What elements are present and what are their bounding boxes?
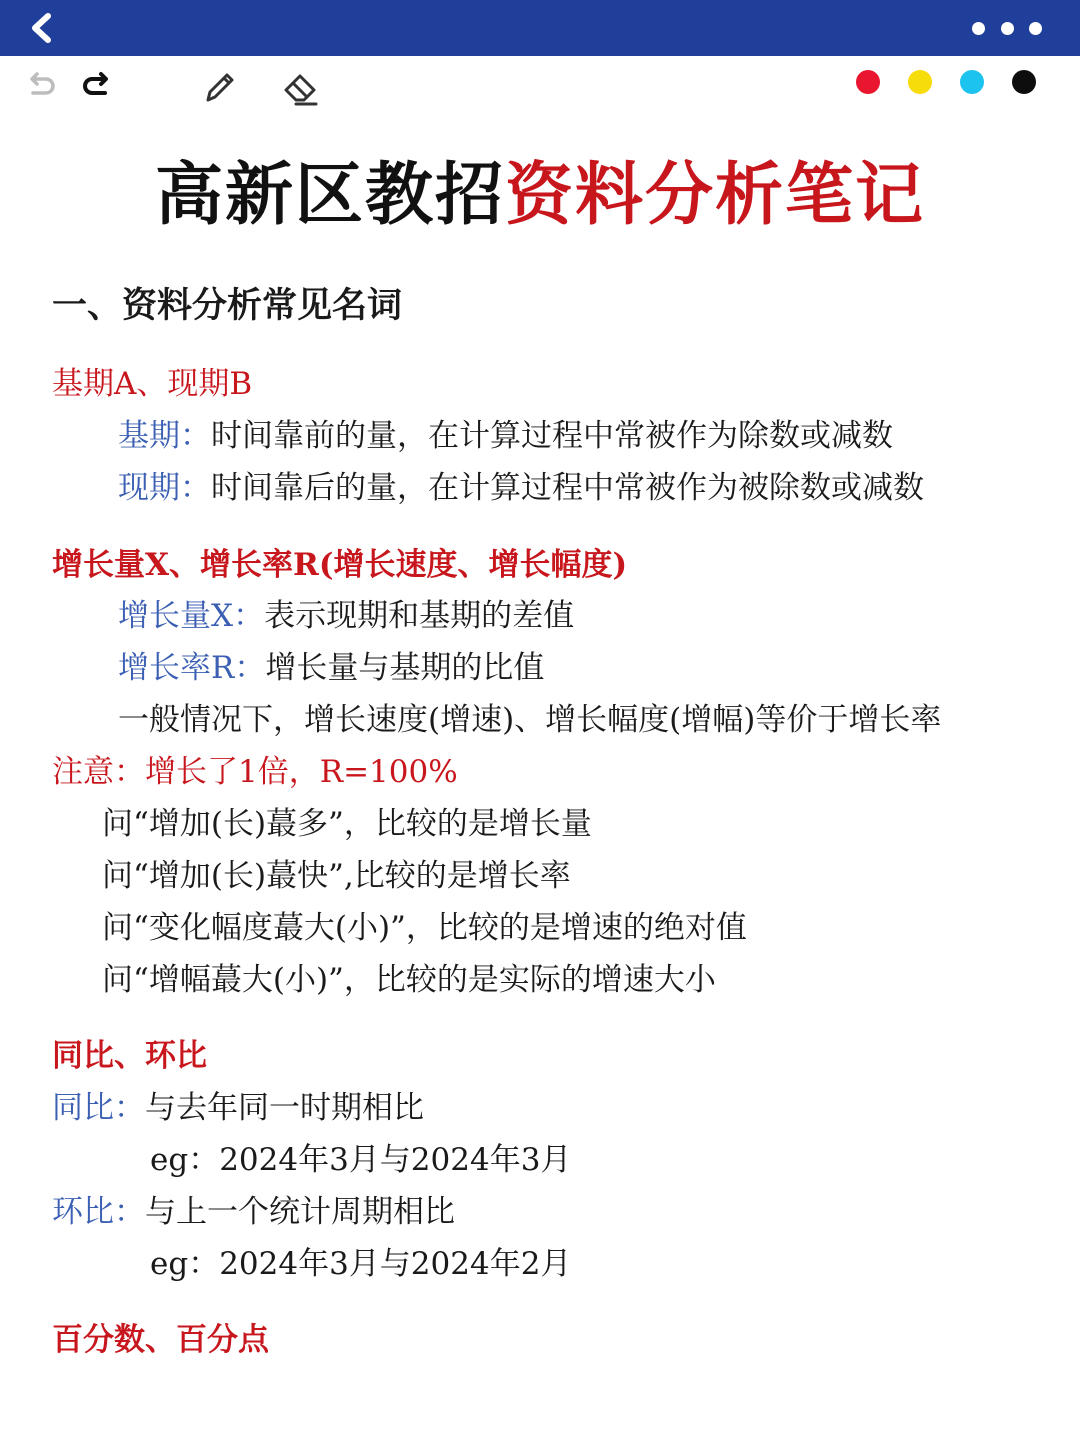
percent-heading: 百分数、百分点 (52, 1322, 269, 1358)
page-title (0, 150, 1080, 240)
mom-label: 环比： (52, 1194, 145, 1230)
base-period-row (118, 414, 893, 458)
eraser-tool-button[interactable] (276, 62, 326, 112)
yoy-label: 同比： (52, 1090, 145, 1126)
back-chevron-icon (27, 13, 57, 43)
yoy-text: 与去年同一时期相比 (145, 1090, 424, 1126)
growth-heading: 增长量X、增长率R(增长速度、增长幅度) (52, 547, 628, 583)
undo-button[interactable] (16, 62, 66, 112)
pen-tool-button[interactable] (194, 62, 244, 112)
mom-row (52, 1190, 455, 1234)
mom-example: eg：2024年3月与2024年2月 (150, 1246, 572, 1282)
pen-icon (199, 67, 239, 107)
note-label: 注意： (52, 754, 145, 790)
base-label: 基期： (118, 418, 211, 454)
note-row (52, 750, 458, 794)
question-item: 问“变化幅度蕞大(小)”，比较的是增速的绝对值 (102, 910, 747, 946)
growth-amount-label: 增长量X： (118, 598, 265, 634)
growth-rate-row (118, 646, 544, 690)
growth-general-note: 一般情况下，增长速度(增速)、增长幅度(增幅)等价于增长率 (118, 702, 942, 738)
current-period-row (118, 466, 924, 510)
question-item: 问“增加(长)蕞多”，比较的是增长量 (102, 806, 592, 842)
undo-icon (24, 70, 58, 104)
redo-button[interactable] (72, 62, 122, 112)
question-item: 问“增幅蕞大(小)”，比较的是实际的增速大小 (102, 962, 716, 998)
title-red: 资料分析笔记 (505, 155, 926, 235)
yoy-mom-heading: 同比、环比 (52, 1038, 207, 1074)
color-swatch-cyan[interactable] (960, 70, 984, 94)
top-bar (0, 0, 1080, 56)
back-button[interactable] (22, 8, 62, 48)
yoy-row (52, 1086, 424, 1130)
note-text: 增长了1倍，R=100% (145, 754, 458, 790)
question-item: 问“增加(长)蕞快”,比较的是增长率 (102, 858, 571, 894)
current-label: 现期： (118, 470, 211, 506)
title-black: 高新区教招 (154, 155, 505, 235)
base-current-heading: 基期A、现期B (52, 366, 253, 402)
redo-icon (80, 70, 114, 104)
growth-amount-row (118, 594, 574, 638)
more-options-button[interactable] (972, 12, 1042, 44)
more-dots-icon (972, 22, 985, 35)
growth-rate-text: 增长量与基期的比值 (265, 650, 545, 686)
section-heading: 一、资料分析常见名词 (52, 285, 403, 326)
eraser-icon (280, 66, 322, 108)
color-swatch-yellow[interactable] (908, 70, 932, 94)
current-text: 时间靠后的量，在计算过程中常被作为被除数或减数 (211, 470, 924, 506)
color-swatch-black[interactable] (1012, 70, 1036, 94)
yoy-example: eg：2024年3月与2024年3月 (150, 1142, 572, 1178)
color-swatch-red[interactable] (856, 70, 880, 94)
base-text: 时间靠前的量，在计算过程中常被作为除数或减数 (211, 418, 893, 454)
growth-amount-text: 表示现期和基期的差值 (264, 598, 575, 634)
growth-rate-label: 增长率R： (118, 650, 266, 686)
mom-text: 与上一个统计周期相比 (145, 1194, 455, 1230)
